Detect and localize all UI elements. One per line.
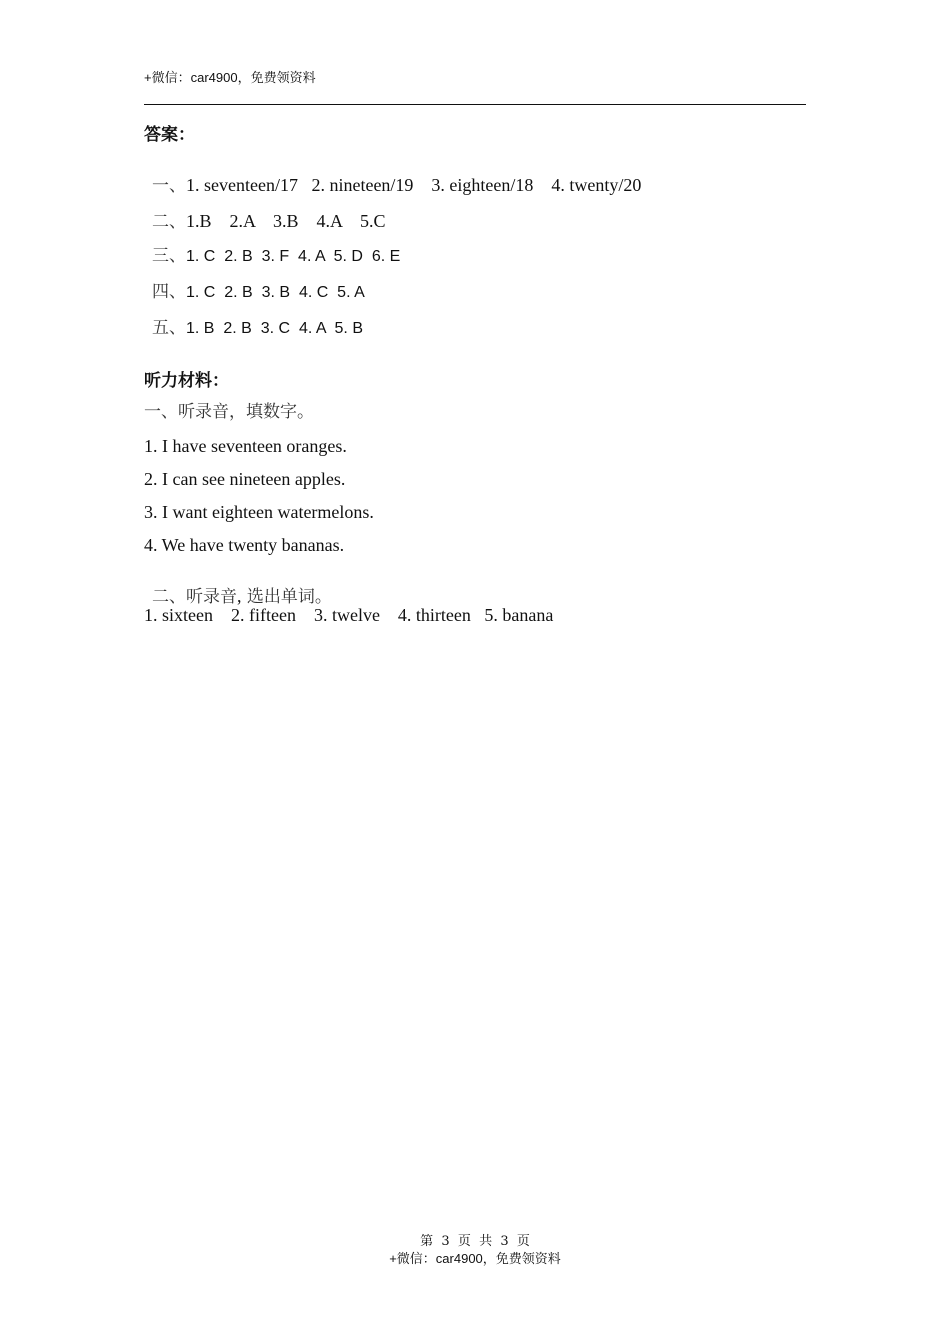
section2-title-prefix: 二、听录音 [152,587,237,607]
answer-row-text: 1.B 2.A 3.B 4.A 5.C [186,211,386,231]
answer-row-text: 1. B 2. B 3. C 4. A 5. B [186,320,363,337]
listening-section2-title [144,571,332,606]
answer-row-prefix: 二、 [152,212,186,232]
answer-row-3 [144,232,400,265]
footer-page-label: 第 3 页 共 3 页 [420,1234,530,1249]
answer-row-2 [144,196,386,231]
header-divider [144,104,806,105]
listening-item: 1. I have seventeen oranges. [144,436,347,456]
header-note: +微信：car4900，免费领资料 [144,70,316,85]
answer-row-text: 1. C 2. B 3. F 4. A 5. D 6. E [186,248,401,265]
answer-row-prefix: 五、 [152,318,186,338]
answer-row-prefix: 一、 [152,176,186,196]
listening-item: 3. I want eighteen watermelons. [144,502,374,522]
footer-note: +微信：car4900，免费领资料 [389,1251,561,1266]
answers-title: 答案： [144,125,195,145]
answer-row-prefix: 三、 [152,246,186,266]
listening-section1-title: 一、听录音，填数字。 [144,402,314,422]
answer-row-5 [144,304,363,337]
section2-title-suffix: 选出单词。 [241,587,332,607]
listening-title: 听力材料： [144,371,229,391]
answer-row-text: 1. C 2. B 3. B 4. C 5. A [186,284,365,301]
answer-row-text: 1. seventeen/17 2. nineteen/19 3. eighteen/18 4. twenty/20 [186,175,642,195]
listening-item: 4. We have twenty bananas. [144,535,345,555]
listening-item: 2. I can see nineteen apples. [144,469,346,489]
answer-row-prefix: 四、 [152,282,186,302]
answer-row-4 [144,268,365,301]
answer-row-1 [144,160,641,195]
listening-section2-words: 1. sixteen 2. fifteen 3. twelve 4. thirteen 5. banana [144,605,554,625]
section2-title-comma: , [237,586,242,606]
